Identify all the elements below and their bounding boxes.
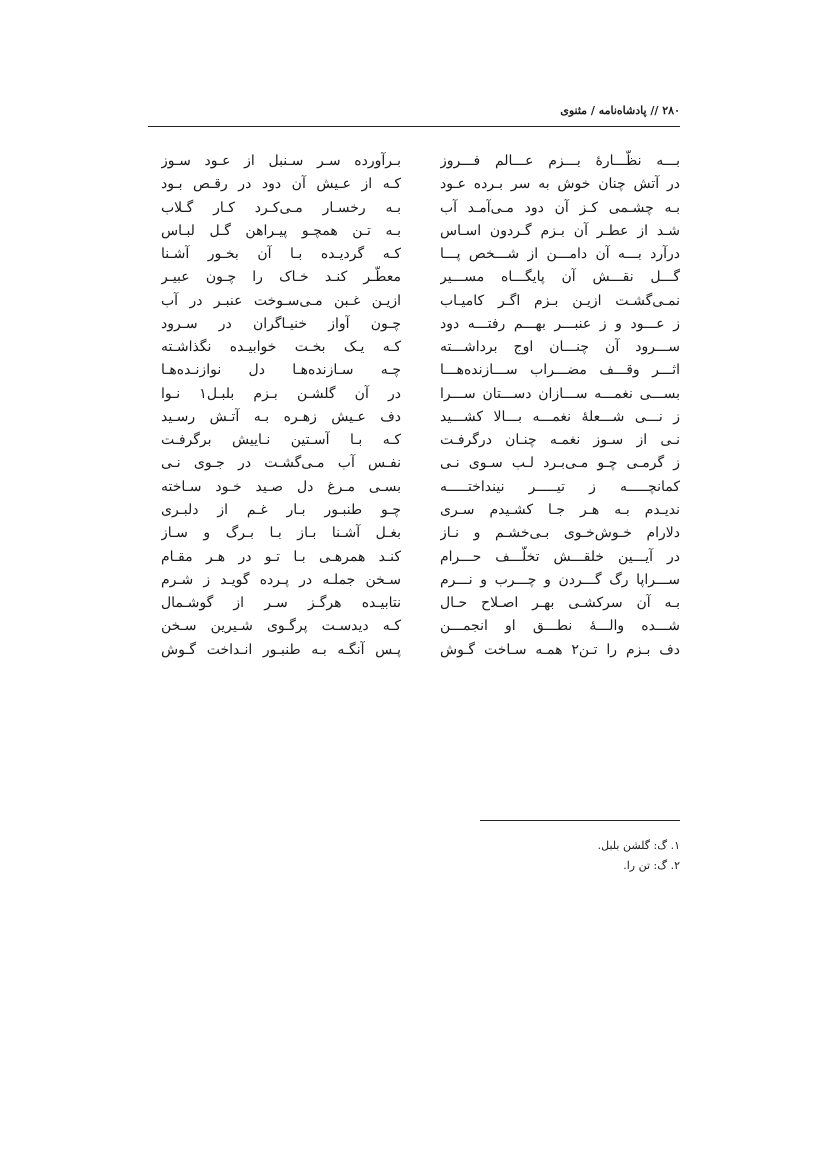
verse-line: دلارام خـوش‌خـوی بـی‌خشـم و نـاز xyxy=(440,525,680,542)
verse-line: درآرد بـــه آن دامـــن از شـــخص پـــا xyxy=(440,246,680,263)
verse-line: ندیـدم بـه هـر جـا کشـیدم سـری xyxy=(440,501,680,518)
footnotes xyxy=(380,836,680,876)
verse-line: کـه بـا آسـتین نـاییش برگرفـت xyxy=(161,432,401,449)
verse-line: بـه تـن همچـو پیـراهن گـل لبـاس xyxy=(161,222,401,239)
verse-line: بسـی مـرغ دل صـید خـود سـاخته xyxy=(161,478,401,495)
verse-line: چـون آواز خنیـاگران در سـرود xyxy=(161,315,401,332)
verse-line: بغـل آشـنا بـاز بـا بـرگ و سـاز xyxy=(161,525,401,542)
left-verse-column xyxy=(161,150,401,662)
verse-line: اثـــر وقـــف مضـــراب ســـازنده‌هـــا xyxy=(440,362,680,379)
footnote-rule xyxy=(480,820,680,821)
verse-line: ز نـــی شـــعلهٔ نغمـــه بـــالا کشـــید xyxy=(440,408,680,425)
verse-line: ازیـن غـبن مـی‌سـوخت عنبـر در آب xyxy=(161,292,401,309)
verse-line: ز عـــود و ز عنبـــر بهـــم رفتـــه دود xyxy=(440,315,680,332)
verse-line: شـد از عطـر آن بـزم گـردون اسـاس xyxy=(440,222,680,239)
verse-line: نمـی‌گشـت ازیـن بـزم اگـر کامیـاب xyxy=(440,292,680,309)
verse-line: ســـراپا رگ گـــردن و چـــرب و نـــرم xyxy=(440,571,680,588)
footnote: ۱. گ: گلشن بلبل. xyxy=(597,839,680,852)
running-header: ۲۸۰ // پادشاه‌نامه / مثنوی xyxy=(560,104,680,117)
verse-line: بـــه نظّـــارهٔ بـــزم عـــالم فـــروز xyxy=(440,153,680,169)
verse-line: بـه رخسـار مـی‌کـرد کـار گـلاب xyxy=(161,199,401,216)
verse-line: پـس آنگـه بـه طنبـور انـداخت گـوش xyxy=(161,641,401,658)
verse-line: در آتش چنان خوش به سر بـرده عـود xyxy=(440,176,680,193)
verse-line: بـرآورده سـر سـنبل از عـود سـوز xyxy=(161,153,401,169)
verse-line: چـه سـازنده‌هـا دل نوازنـده‌هـا xyxy=(161,362,401,379)
verse-line: گـــل نقـــش آن پایگـــاه مســـیر xyxy=(440,269,680,286)
verse-line: نفـس آب مـی‌گشـت در جـوی نـی xyxy=(161,455,401,472)
verse-line: کـه گردیـده بـا آن بخـور آشـنا xyxy=(161,246,401,263)
verse-line: بـه چشـمی کـز آن دود مـی‌آمـد آب xyxy=(440,199,680,216)
footnote: ۲. گ: تن را. xyxy=(623,859,680,872)
verse-line: در آن گلشـن بـزم بلبـل۱ نـوا xyxy=(161,385,401,402)
verse-line: چـو طنبـور بـار غـم از دلبـری xyxy=(161,501,401,518)
verse-line: نـی از سـوز نغمـه چنـان درگرفـت xyxy=(440,432,680,449)
verse-line: کـه از عـیش آن دود در رقـص بـود xyxy=(161,176,401,193)
header-rule xyxy=(148,126,680,127)
verse-line: کـه دیدسـت پرگـوی شـیرین سـخن xyxy=(161,618,401,635)
verse-line: ز گرمـی چـو مـی‌بـرد لـب سـوی نـی xyxy=(440,455,680,472)
verse-line: دف عـیش زهـره بـه آتـش رسـید xyxy=(161,408,401,425)
verse-line: شـــده والـــهٔ نطـــق او انجمـــن xyxy=(440,618,680,635)
verse-line: سـخن جملـه در پـرده گویـد ز شـرم xyxy=(161,571,401,588)
verse-line: بـه آن سرکشـی بهـر اصـلاح حـال xyxy=(440,595,680,612)
verse-line: ســـرود آن چنـــان اوج برداشـــته xyxy=(440,339,680,356)
verse-line: کمانچـــــه ز تیـــــر نینداختـــــه xyxy=(440,478,680,495)
verse-line: معطّـر کنـد خـاک را چـون عبیـر xyxy=(161,269,401,286)
verse-line: بســـی نغمـــه ســـازان دســـتان ســـرا xyxy=(440,385,680,402)
right-verse-column xyxy=(440,150,680,662)
verse-line: نتابیـده هرگـز سـر از گوشـمال xyxy=(161,595,401,612)
verse-line: کنـد همرهـی بـا تـو در هـر مقـام xyxy=(161,548,401,565)
verse-line: در آیـــین خلقـــش تخلّـــف حـــرام xyxy=(440,548,680,565)
verse-line: دف بـزم را تـن۲ همـه سـاخت گـوش xyxy=(440,641,680,658)
verse-line: کـه یـک بخـت خوابیـده نگذاشـته xyxy=(161,339,401,356)
